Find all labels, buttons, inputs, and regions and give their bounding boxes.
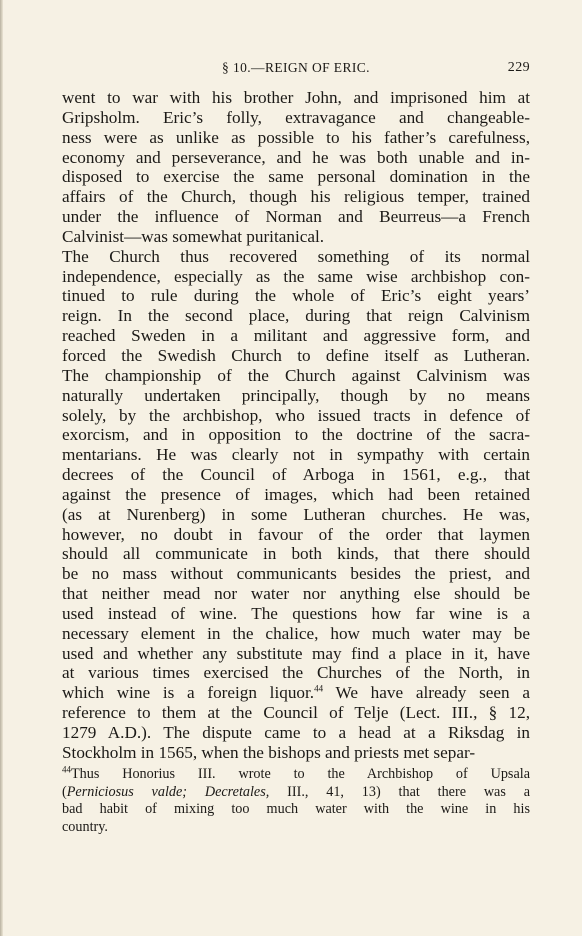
text-line: disposed to exercise the same personal domination in the: [62, 167, 530, 187]
text-line: reference to them at the Council of Telje (Lect. III., § 12,: [62, 703, 530, 723]
text-line: The Church thus recovered something of its normal: [62, 246, 530, 266]
footnote-line: bad habit of mixing too much water with the wine in his: [62, 801, 530, 818]
text-line: decrees of the Council of Arboga in 1561, e.g., that: [62, 465, 530, 485]
text-line: ness were as unlike as possible to his father’s carefulness,: [62, 127, 530, 147]
text-line: mentarians. He was clearly not in sympathy with certain: [62, 445, 530, 465]
text-line: that neither mead nor water nor anything else should be: [62, 584, 530, 604]
running-title: § 10.—REIGN OF ERIC.: [222, 60, 370, 75]
text-line: solely, by the archbishop, who issued tracts in defence of: [62, 405, 530, 425]
text-line: exorcism, and in opposition to the doctrine of the sacra-: [62, 425, 530, 445]
page-edge: [0, 0, 3, 936]
footnote-citation-italic: Perniciosus valde; Decretales,: [66, 783, 270, 800]
text-line: The championship of the Church against Calvinism was: [62, 365, 530, 385]
text-line: independence, especially as the same wise archbishop con-: [62, 266, 530, 286]
text-line: reign. In the second place, during that reign Calvinism: [62, 306, 530, 326]
text-line: necessary element in the chalice, how much water may be: [62, 623, 530, 643]
text-line: used instead of wine. The questions how far wine is a: [62, 603, 530, 623]
text-line: economy and perseverance, and he was both unable and in-: [62, 147, 530, 167]
text-line: Calvinist—was somewhat puritanical.: [62, 226, 325, 246]
text-line: under the influence of Norman and Beurreus—a French: [62, 207, 530, 227]
text-line: reached Sweden in a militant and aggressive form, and: [62, 326, 530, 346]
footnote: [62, 766, 530, 836]
text-line: went to war with his brother John, and imprisoned him at: [62, 88, 530, 107]
footnote-reference: 44: [314, 683, 324, 694]
text-line: be no mass without communicants besides the priest, and: [62, 564, 530, 584]
text-line: (as at Nurenberg) in some Lutheran churches. He was,: [62, 504, 530, 524]
text-line: used and whether any substitute may find a place in it, have: [62, 643, 530, 663]
text-line: 1279 A.D.). The dispute came to a head at a Riksdag in: [62, 723, 530, 742]
text-line: Stockholm in 1565, when the bishops and priests met separ-: [62, 742, 476, 762]
footnote-line: country.: [62, 818, 108, 835]
text-line-end: We have already seen a: [323, 683, 530, 703]
text-line: tinued to rule during the whole of Eric’s eight years’: [62, 286, 530, 306]
text-line: Gripsholm. Eric’s folly, extravagance and changeable-: [62, 107, 530, 127]
text-line: should all communicate in both kinds, that there should: [62, 544, 530, 564]
text-line: [62, 683, 530, 703]
text-line: forced the Swedish Church to define itself as Lutheran.: [62, 345, 530, 365]
body-text: [62, 88, 530, 763]
text-line: affairs of the Church, though his religious temper, trained: [62, 187, 530, 207]
footnote-text: III., 41, 13) that there was a: [287, 783, 531, 800]
footnote-text: Thus Honorius III. wrote to the Archbishop of Upsala: [71, 766, 530, 782]
text-line: at various times exercised the Churches of the North, in: [62, 663, 530, 683]
footnote-line: [62, 766, 530, 784]
footnote-line: (Perniciosus valde; Decretales, III., 41, 13) that there was a: [62, 783, 531, 800]
page-number: 229: [507, 60, 530, 75]
text-line: however, no doubt in favour of the order that laymen: [62, 524, 530, 544]
text-line: naturally undertaken principally, though by no means: [62, 385, 530, 405]
text-line-start: which wine is a foreign liquor.: [62, 683, 315, 703]
text-line: against the presence of images, which had been retained: [62, 484, 530, 504]
footnote-marker: 44: [62, 764, 71, 775]
